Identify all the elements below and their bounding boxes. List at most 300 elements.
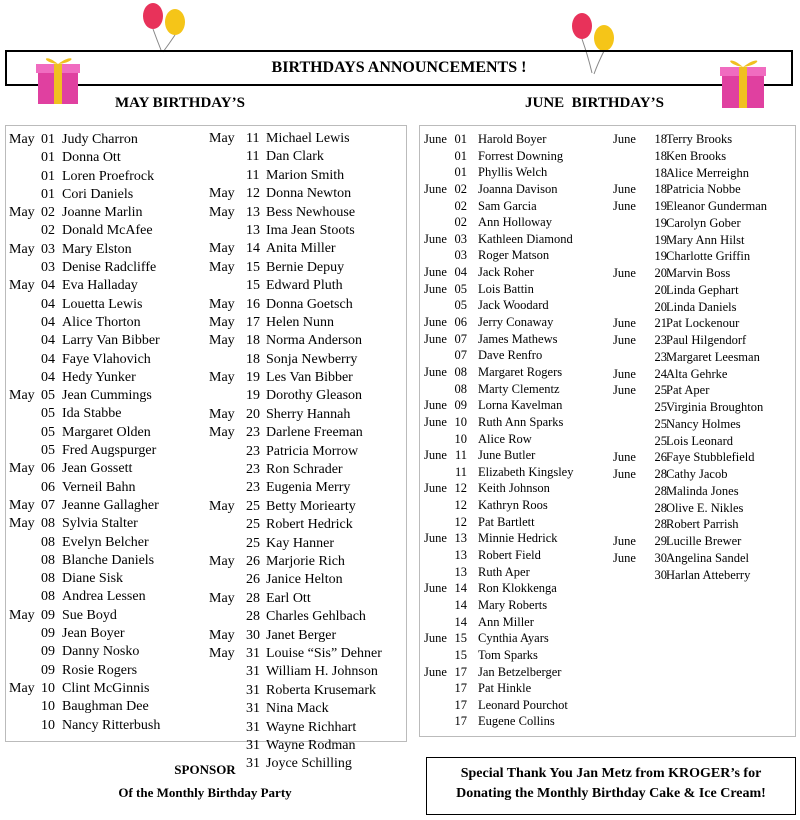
birthday-day: 07 [41, 497, 55, 513]
birthday-name: Rosie Rogers [62, 662, 138, 678]
birthday-entry [9, 204, 204, 222]
birthday-day: 13 [454, 564, 467, 579]
birthday-entry [613, 416, 793, 433]
birthday-day: 14 [454, 614, 467, 629]
birthday-month: May [9, 205, 35, 221]
birthday-name: Fred Augspurger [62, 443, 157, 459]
birthday-name: Clint McGinnis [62, 680, 150, 696]
birthday-day: 28 [246, 590, 260, 606]
birthday-day: 10 [454, 414, 467, 429]
birthday-entry [209, 314, 404, 332]
birthday-day: 03 [41, 241, 55, 257]
birthday-name: Lucille Brewer [666, 534, 742, 548]
birthday-entry [9, 351, 204, 369]
birthday-day: 15 [246, 278, 260, 294]
birthday-day: 08 [454, 364, 467, 379]
birthday-entry [209, 204, 404, 222]
birthday-day: 03 [454, 231, 467, 246]
birthday-day: 08 [41, 589, 55, 605]
birthday-entry [424, 264, 609, 281]
birthday-name: Phyllis Welch [478, 165, 548, 180]
birthday-day: 04 [41, 333, 55, 349]
birthday-entry [424, 164, 609, 181]
birthday-month: May [209, 333, 235, 349]
birthday-entry [424, 381, 609, 398]
birthday-entry [613, 332, 793, 349]
birthday-day: 12 [454, 514, 467, 529]
birthday-name: Helen Nunn [266, 314, 335, 330]
birthday-name: Evelyn Belcher [62, 534, 149, 550]
birthday-day: 17 [454, 714, 467, 729]
birthday-name: Harlan Atteberry [666, 567, 751, 582]
sponsor-title: SPONSOR [174, 762, 236, 777]
birthday-month: June [613, 266, 636, 280]
birthday-entry [9, 387, 204, 405]
birthday-entry [613, 466, 793, 483]
birthday-month: June [424, 265, 447, 280]
birthday-entry [209, 259, 404, 277]
birthday-name: Betty Moriearty [266, 498, 356, 514]
birthday-month: June [424, 531, 447, 546]
birthday-month: June [424, 664, 447, 679]
birthday-month: May [9, 132, 35, 147]
birthday-day: 23 [246, 462, 260, 478]
birthday-name: Denise Radcliffe [62, 260, 157, 276]
birthday-name: Kathryn Roos [478, 498, 548, 513]
balloons-icon [135, 0, 195, 55]
birthday-day: 15 [454, 631, 467, 646]
birthday-entry [424, 713, 609, 730]
birthday-month: May [209, 627, 235, 643]
birthday-day: 17 [246, 314, 260, 330]
birthday-day: 18 [246, 333, 260, 349]
birthday-name: Jan Betzelberger [478, 664, 562, 679]
birthday-day: 20 [246, 406, 260, 422]
birthday-day: 19 [654, 215, 667, 230]
birthday-name: Louetta Lewis [62, 296, 143, 312]
birthday-name: Ida Stabbe [62, 406, 122, 422]
birthday-month: June [424, 331, 447, 346]
birthday-day: 06 [41, 479, 55, 495]
birthday-day: 26 [246, 553, 260, 569]
birthday-month: May [209, 296, 235, 312]
birthday-day: 12 [454, 498, 467, 513]
gift-icon [718, 54, 768, 110]
birthday-entry [424, 664, 609, 681]
birthday-name: Elizabeth Kingsley [478, 464, 574, 479]
birthday-entry [209, 571, 404, 589]
birthday-day: 23 [246, 425, 260, 441]
birthday-month: June [424, 315, 447, 330]
birthday-name: Wayne Rodman [266, 737, 356, 753]
birthday-day: 19 [246, 388, 260, 404]
birthday-name: Pat Lockenour [666, 316, 740, 331]
birthday-entry [613, 449, 793, 466]
birthday-day: 05 [41, 406, 55, 422]
birthday-day: 13 [246, 222, 260, 238]
birthday-day: 04 [41, 351, 55, 367]
birthday-name: Linda Daniels [666, 299, 737, 314]
birthday-entry [424, 131, 609, 148]
birthday-entry [613, 399, 793, 416]
birthday-day: 04 [41, 314, 55, 330]
birthday-day: 04 [454, 265, 467, 280]
birthday-day: 18 [654, 132, 667, 146]
birthday-entry [613, 248, 793, 265]
birthday-day: 02 [41, 205, 55, 221]
birthday-month: June [424, 132, 447, 146]
birthday-name: Ron Klokkenga [478, 581, 557, 596]
birthday-entry [209, 682, 404, 700]
birthday-name: Andrea Lessen [62, 589, 146, 605]
birthday-entry [9, 442, 204, 460]
birthday-name: Jerry Conaway [478, 315, 554, 330]
birthday-day: 09 [454, 398, 467, 413]
birthday-entry [424, 447, 609, 464]
birthday-entry [613, 131, 793, 148]
birthday-name: Keith Johnson [478, 481, 550, 496]
birthday-name: Alice Thorton [62, 314, 141, 330]
may-heading: MAY BIRTHDAY’S [115, 95, 245, 111]
birthday-name: Alice Row [478, 431, 532, 446]
birthday-day: 18 [654, 165, 667, 180]
birthday-entry [9, 149, 204, 167]
birthday-month: June [613, 467, 636, 481]
birthday-day: 19 [654, 249, 667, 264]
birthday-name: Jean Gossett [62, 461, 133, 477]
birthday-day: 01 [454, 148, 467, 163]
birthday-entry [613, 382, 793, 399]
birthday-month: May [209, 590, 235, 606]
birthday-name: Sherry Hannah [266, 406, 351, 422]
birthday-day: 31 [246, 701, 260, 717]
birthday-day: 06 [41, 461, 55, 477]
birthday-month: May [9, 607, 35, 623]
birthday-entry [424, 364, 609, 381]
birthday-name: Jean Cummings [62, 388, 152, 404]
birthday-month: May [209, 259, 235, 275]
birthday-day: 28 [654, 517, 667, 532]
birthday-name: Anita Miller [266, 241, 336, 257]
birthday-name: William H. Johnson [266, 664, 378, 680]
birthday-entry [613, 567, 793, 584]
birthday-entry [9, 332, 204, 350]
birthday-entry [424, 497, 609, 514]
birthday-entry [9, 479, 204, 497]
birthday-name: Angelina Sandel [666, 550, 749, 565]
birthday-name: Eugene Collins [478, 714, 555, 729]
birthday-entry [9, 497, 204, 515]
birthday-name: Ima Jean Stoots [266, 222, 355, 238]
birthday-day: 18 [246, 351, 260, 367]
birthday-day: 11 [454, 448, 467, 463]
thank-you-line-1: Special Thank You Jan Metz from KROGER’s for [460, 766, 762, 781]
birthday-day: 30 [246, 627, 260, 643]
birthday-name: Mary Elston [62, 241, 132, 257]
birthday-name: Minnie Hedrick [478, 531, 558, 546]
birthday-day: 04 [41, 369, 55, 385]
birthday-name: Charles Gehlbach [266, 609, 366, 625]
birthday-entry [209, 222, 404, 240]
birthday-entry [613, 148, 793, 165]
birthday-entry [209, 406, 404, 424]
birthday-name: Cynthia Ayars [478, 631, 549, 646]
birthday-entry [9, 424, 204, 442]
birthday-name: Joanne Marlin [62, 205, 143, 221]
birthday-day: 25 [246, 517, 260, 533]
birthday-name: June Butler [478, 448, 536, 463]
birthday-entry [209, 645, 404, 663]
birthday-day: 25 [654, 416, 667, 431]
gift-icon [34, 52, 82, 106]
birthday-day: 11 [246, 167, 260, 183]
birthday-day: 03 [41, 260, 55, 276]
birthday-name: Cori Daniels [62, 186, 134, 202]
birthday-day: 21 [654, 316, 667, 331]
birthday-day: 19 [246, 370, 260, 386]
birthday-day: 25 [246, 535, 260, 551]
birthday-entry [9, 680, 204, 698]
birthday-name: Marvin Boss [666, 266, 731, 280]
birthday-name: Dan Clark [266, 149, 324, 165]
birthday-name: Pat Aper [666, 383, 710, 398]
birthday-name: Forrest Downing [478, 148, 564, 163]
birthday-day: 20 [654, 282, 667, 297]
birthday-name: Carolyn Gober [666, 215, 741, 230]
birthday-month: May [9, 680, 35, 696]
thank-you-line-2: Donating the Monthly Birthday Cake & Ice Cream! [456, 786, 766, 801]
birthday-day: 09 [41, 644, 55, 660]
birthday-month: June [424, 231, 447, 246]
birthday-day: 01 [41, 168, 55, 184]
birthday-entry [424, 431, 609, 448]
birthday-name: Donna Ott [62, 150, 121, 166]
birthday-day: 16 [246, 296, 260, 312]
birthday-day: 17 [454, 697, 467, 712]
birthday-name: Baughman Dee [62, 699, 149, 715]
birthday-entry [9, 241, 204, 259]
birthday-entry [424, 614, 609, 631]
birthday-day: 07 [454, 348, 467, 363]
birthday-entry [209, 535, 404, 553]
birthday-day: 05 [454, 298, 467, 313]
birthday-name: Jeanne Gallagher [62, 497, 159, 513]
birthday-entry [613, 516, 793, 533]
birthday-name: Malinda Jones [666, 483, 739, 498]
birthday-name: Earl Ott [266, 590, 311, 606]
birthday-day: 20 [654, 266, 667, 280]
birthday-name: Donna Goetsch [266, 296, 353, 312]
birthday-day: 28 [654, 483, 667, 498]
birthday-day: 01 [41, 132, 55, 147]
birthday-month: May [9, 278, 35, 294]
birthday-day: 29 [654, 534, 667, 548]
birthday-entry [209, 296, 404, 314]
birthday-day: 09 [41, 662, 55, 678]
birthday-name: Linda Gephart [666, 282, 739, 297]
birthday-entry [424, 198, 609, 215]
birthday-entry [424, 597, 609, 614]
birthday-month: June [613, 199, 636, 213]
birthday-name: Lorna Kavelman [478, 398, 563, 413]
birthday-entry [424, 331, 609, 348]
birthday-month: June [424, 631, 447, 646]
birthday-name: Margaret Leesman [666, 349, 760, 364]
birthday-day: 26 [654, 450, 667, 465]
birthday-month: June [424, 181, 447, 196]
birthday-entry [613, 165, 793, 182]
birthday-entry [613, 483, 793, 500]
birthday-name: Bernie Depuy [266, 259, 345, 275]
birthday-month: May [209, 406, 235, 422]
birthday-entry [613, 550, 793, 567]
birthday-day: 10 [41, 717, 55, 733]
birthday-entry [9, 277, 204, 295]
birthday-name: Lois Leonard [666, 433, 733, 448]
june-birthday-list [419, 125, 796, 737]
sponsor-subtitle: Of the Monthly Birthday Party [118, 785, 292, 800]
birthday-day: 17 [454, 664, 467, 679]
birthday-entry [424, 247, 609, 264]
birthday-name: Sonja Newberry [266, 351, 358, 367]
birthday-day: 04 [41, 296, 55, 312]
birthday-day: 31 [246, 737, 260, 753]
birthday-entry [209, 516, 404, 534]
birthday-entry [209, 369, 404, 387]
birthday-name: Alice Merreighn [666, 165, 749, 180]
birthday-name: Hedy Yunker [62, 369, 136, 385]
birthday-month: May [209, 241, 235, 257]
birthday-name: Terry Brooks [666, 132, 733, 146]
birthday-entry [209, 240, 404, 258]
birthday-month: May [9, 516, 35, 532]
birthday-name: Sam Garcia [478, 198, 537, 213]
birthday-entry [9, 625, 204, 643]
birthday-name: Kay Hanner [266, 535, 335, 551]
birthday-name: Charlotte Griffin [666, 249, 751, 264]
birthday-month: June [424, 364, 447, 379]
birthday-day: 03 [454, 248, 467, 263]
birthday-entry [9, 131, 204, 149]
birthday-name: Roberta Krusemark [266, 682, 377, 698]
birthday-name: Diane Sisk [62, 571, 124, 587]
birthday-entry [613, 349, 793, 366]
birthday-entry [9, 588, 204, 606]
birthday-name: Ruth Ann Sparks [478, 414, 564, 429]
birthday-name: Eva Halladay [62, 278, 138, 294]
birthday-day: 31 [246, 756, 260, 772]
birthday-name: Jack Woodard [478, 298, 549, 313]
birthday-day: 05 [454, 281, 467, 296]
birthday-name: Jean Boyer [62, 626, 125, 642]
birthday-month: June [424, 581, 447, 596]
birthday-entry [209, 700, 404, 718]
birthday-day: 11 [246, 131, 260, 146]
birthday-entry [209, 148, 404, 166]
birthday-day: 17 [454, 681, 467, 696]
birthday-day: 02 [454, 181, 467, 196]
birthday-day: 05 [41, 443, 55, 459]
birthday-month: May [209, 370, 235, 386]
birthday-day: 15 [454, 647, 467, 662]
birthday-day: 23 [246, 443, 260, 459]
birthday-name: Ann Miller [478, 614, 534, 629]
birthday-entry [209, 590, 404, 608]
birthday-day: 26 [246, 572, 260, 588]
birthday-name: Alta Gehrke [666, 366, 728, 381]
birthday-entry [209, 351, 404, 369]
birthday-entry [613, 366, 793, 383]
birthday-entry [613, 265, 793, 282]
birthday-day: 08 [41, 552, 55, 568]
birthday-day: 08 [41, 534, 55, 550]
birthday-name: Cathy Jacob [666, 467, 728, 481]
birthday-name: Harold Boyer [478, 132, 547, 146]
birthday-day: 14 [454, 597, 467, 612]
birthday-entry [613, 215, 793, 232]
birthday-entry [9, 405, 204, 423]
birthday-name: Louise “Sis” Dehner [266, 645, 382, 661]
birthday-entry [424, 480, 609, 497]
birthday-name: Patricia Morrow [266, 443, 359, 459]
birthday-entry [424, 231, 609, 248]
birthday-name: Olive E. Nikles [666, 500, 744, 515]
birthday-entry [424, 580, 609, 597]
birthday-name: Pat Hinkle [478, 681, 532, 696]
birthday-name: Sue Boyd [62, 607, 117, 623]
birthday-entry [613, 533, 793, 550]
birthday-entry [9, 222, 204, 240]
birthday-month: May [209, 204, 235, 220]
birthday-name: Patricia Nobbe [666, 182, 741, 197]
birthday-entry [9, 662, 204, 680]
birthday-day: 25 [246, 498, 260, 514]
birthday-entry [209, 167, 404, 185]
birthday-name: Joyce Schilling [266, 756, 352, 772]
birthday-day: 01 [41, 150, 55, 166]
birthday-month: June [424, 281, 447, 296]
birthday-day: 31 [246, 645, 260, 661]
birthday-entry [424, 564, 609, 581]
birthday-entry [9, 643, 204, 661]
birthday-day: 08 [41, 516, 55, 532]
birthday-name: Judy Charron [62, 132, 138, 147]
birthday-name: Norma Anderson [266, 333, 363, 349]
birthday-entry [209, 608, 404, 626]
birthday-entry [209, 498, 404, 516]
birthday-day: 14 [454, 581, 467, 596]
birthday-entry [209, 663, 404, 681]
birthday-name: Janet Berger [266, 627, 337, 643]
birthday-entry [209, 461, 404, 479]
birthday-day: 02 [454, 215, 467, 230]
birthday-day: 24 [654, 366, 667, 381]
birthday-name: Robert Hedrick [266, 517, 353, 533]
birthday-name: Verneil Bahn [62, 479, 136, 495]
birthday-name: Faye Vlahovich [62, 351, 151, 367]
birthday-entry [209, 553, 404, 571]
birthday-name: Donna Newton [266, 186, 352, 202]
birthday-name: Marjorie Rich [266, 553, 345, 569]
birthday-day: 25 [654, 433, 667, 448]
birthday-name: Virginia Broughton [666, 400, 764, 414]
birthday-entry [209, 424, 404, 442]
birthday-day: 23 [654, 349, 667, 364]
birthday-month: June [613, 182, 636, 197]
birthday-day: 12 [246, 186, 260, 202]
birthday-day: 19 [654, 232, 667, 247]
birthday-day: 12 [454, 481, 467, 496]
